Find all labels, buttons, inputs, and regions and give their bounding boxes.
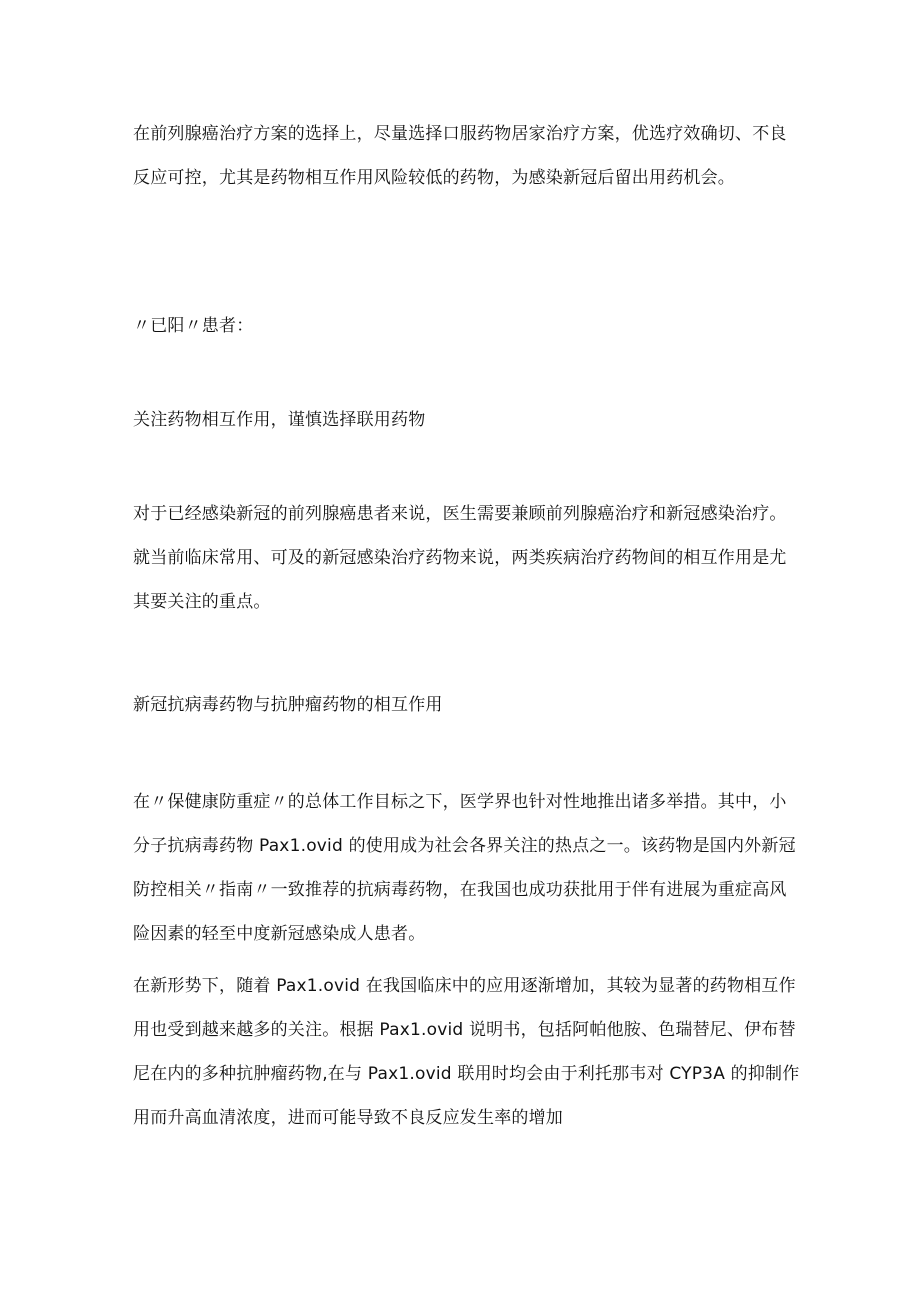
paragraph-treatment-choice: 在前列腺癌治疗方案的选择上，尽量选择口服药物居家治疗方案，优选疗效确切、不良反应可控，尤其是药物相互作用风险较低的药物，为感染新冠后留出用药机会。 — [133, 124, 787, 188]
paragraph-paxlovid-interactions: 在新形势下，随着 Pax1.ovid 在我国临床中的应用逐渐增加，其较为显著的药物相互作用也受到越来越多的关注。根据 Pax1.ovid 说明书，包括阿帕他胺、色瑞替尼、伊布替尼在内的多种抗肿瘤药物,在与 Pax1.ovid 联用时均会由于利托那韦对 CYP3A 的抑制作用而升高血清浓度，进而可能导致不良反应发生率的增加 — [133, 976, 800, 1128]
paragraph-infected-patients: 对于已经感染新冠的前列腺癌患者来说，医生需要兼顾前列腺癌治疗和新冠感染治疗。就当前临床常用、可及的新冠感染治疗药物来说，两类疾病治疗药物间的相互作用是尤其要关注的重点。 — [133, 504, 787, 612]
heading-positive-patients: 〃已阳〃患者： — [133, 316, 254, 336]
heading-antiviral-antitumor: 新冠抗病毒药物与抗肿瘤药物的相互作用 — [133, 695, 443, 715]
heading-drug-interactions: 关注药物相互作用，谨慎选择联用药物 — [133, 410, 426, 430]
paragraph-paxlovid-intro: 在〃保健康防重症〃的总体工作目标之下，医学界也针对性地推出诸多举措。其中，小分子抗病毒药物 Pax1.ovid 的使用成为社会各界关注的热点之一。该药物是国内外新冠防控相关〃指南〃一致推荐的抗病毒药物，在我国也成功获批用于伴有进展为重症高风险因素的轻至中度新冠感染成人患者。 — [133, 792, 796, 944]
